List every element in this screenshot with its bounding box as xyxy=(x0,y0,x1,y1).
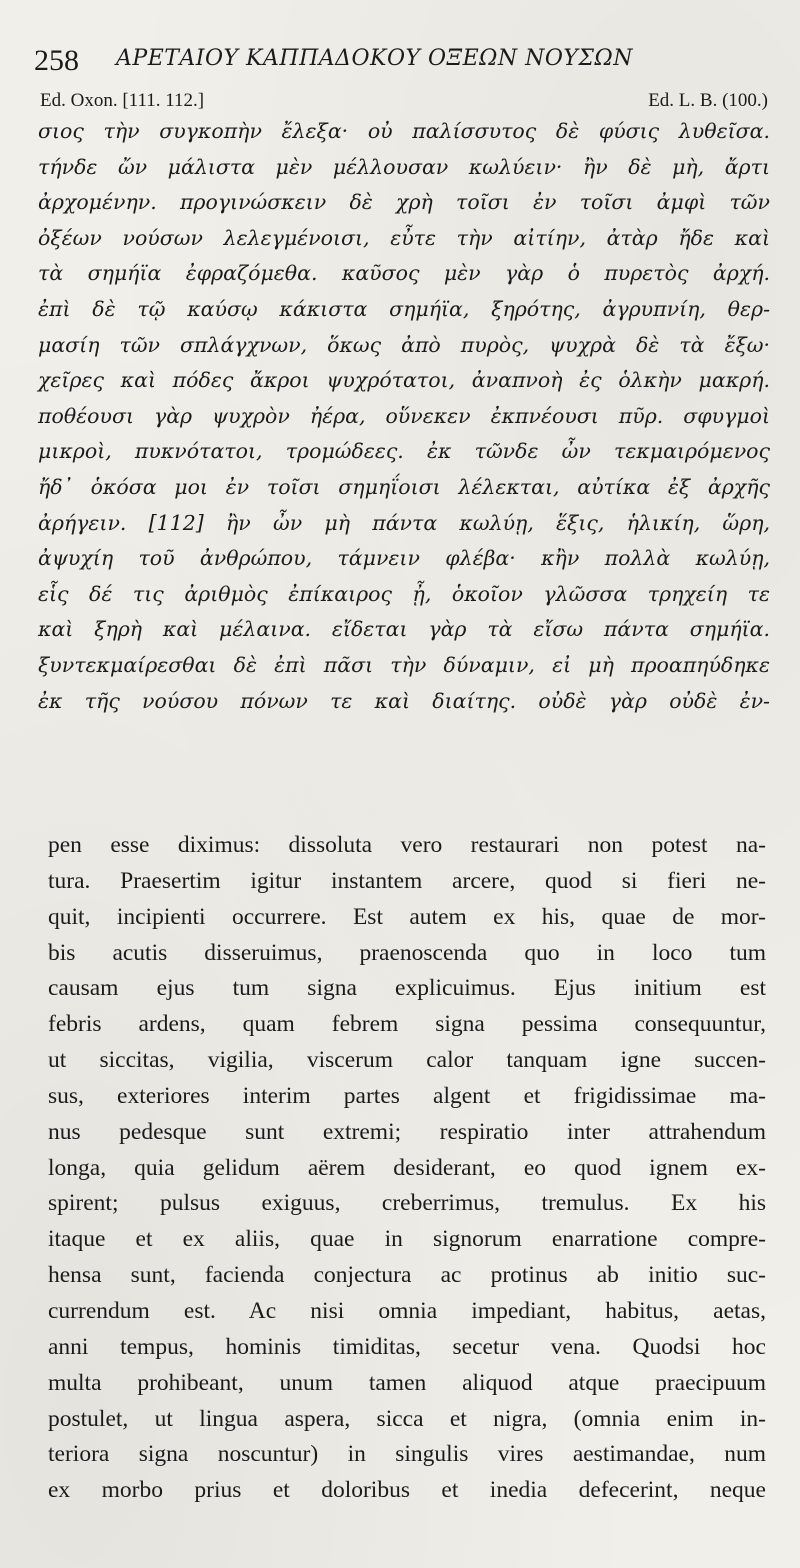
greek-line: σιος τὴν συγκοπὴν ἔλεξα· οὐ παλίσσυτος δὲ φύσις λυθεῖσα. xyxy=(38,119,770,143)
greek-line: εἷς δέ τις ἀριθμὸς ἐπίκαιρος ᾖ, ὁκοῖον γλῶσσα τρηχείη τε xyxy=(38,581,770,606)
latin-line: causam ejus tum signa explicuimus. Ejus initium est xyxy=(48,975,766,1002)
running-title: ΑΡΕΤΑΙΟΥ ΚΑΠΠΑΔΟΚΟΥ ΟΞΕΩΝ ΝΟΥΣΩΝ xyxy=(116,46,633,71)
greek-line: καὶ ξηρὴ καὶ μέλαινα. εἴδεται γὰρ τὰ εἴσω πάντα σημήϊα. xyxy=(38,617,770,642)
greek-line: ἀρήγειν. [112] ἢν ὦν μὴ πάντα κωλύῃ, ἕξις, ἡλικίη, ὥρη, xyxy=(38,510,770,535)
greek-line: ἐκ τῆς νούσου πόνων τε καὶ διαίτης. οὐδὲ γὰρ οὐδὲ ἐν- xyxy=(38,688,770,713)
edition-reference-lb: Ed. L. B. (100.) xyxy=(648,90,768,111)
greek-line: τὰ σημήϊα ἐφραζόμεθα. καῦσος μὲν γὰρ ὁ πυρετὸς ἀρχή. xyxy=(38,261,770,286)
greek-line: τήνδε ὤν μάλιστα μὲν μέλλουσαν κωλύειν· ἢν δὲ μὴ, ἄρτι xyxy=(38,154,770,179)
greek-text-block xyxy=(38,114,770,719)
latin-line: itaque et ex aliis, quae in signorum enarratione compre- xyxy=(48,1226,766,1253)
latin-line: sus, exteriores interim partes algent et frigidissimae ma- xyxy=(48,1082,766,1109)
latin-line: ut siccitas, vigilia, viscerum calor tanquam igne succen- xyxy=(48,1047,766,1074)
latin-line: pen esse diximus: dissoluta vero restaurari non potest na- xyxy=(48,832,766,858)
greek-line: μασίη τῶν σπλάγχνων, ὅκως ἀπὸ πυρὸς, ψυχρὰ δὲ τὰ ἔξω· xyxy=(38,332,770,357)
latin-line: spirent; pulsus exiguus, creberrimus, tremulus. Ex his xyxy=(48,1190,766,1217)
greek-line: ὀξέων νούσων λελεγμένοισι, εὖτε τὴν αἰτίην, ἀτὰρ ἤδε καὶ xyxy=(38,225,770,250)
latin-line: multa prohibeant, unum tamen aliquod atque praecipuum xyxy=(48,1369,766,1396)
greek-line: ἀψυχίη τοῦ ἀνθρώπου, τάμνειν φλέβα· κἢν πολλὰ κωλύῃ, xyxy=(38,546,770,571)
latin-line: ex morbo prius et doloribus et inedia defecerint, neque xyxy=(48,1477,766,1504)
edition-reference-oxon: Ed. Oxon. [111. 112.] xyxy=(40,90,205,111)
latin-line: nus pedesque sunt extremi; respiratio inter attrahendum xyxy=(48,1118,766,1145)
greek-line: ἐπὶ δὲ τῷ καύσῳ κάκιστα σημήϊα, ξηρότης, ἀγρυπνίη, θερ- xyxy=(38,296,770,321)
greek-line: χεῖρες καὶ πόδες ἄκροι ψυχρότατοι, ἀναπνοὴ ἐς ὁλκὴν μακρή. xyxy=(38,368,770,393)
latin-line: quit, incipienti occurrere. Est autem ex his, quae de mor- xyxy=(48,903,766,930)
latin-line: currendum est. Ac nisi omnia impediant, habitus, aetas, xyxy=(48,1297,766,1324)
latin-line: febris ardens, quam febrem signa pessima consequuntur, xyxy=(48,1011,766,1038)
latin-line: hensa sunt, facienda conjectura ac protinus ab initio suc- xyxy=(48,1262,766,1289)
greek-line: ξυντεκμαίρεσθαι δὲ ἐπὶ πᾶσι τὴν δύναμιν, εἰ μὴ προαπηύδηκε xyxy=(38,652,770,677)
latin-line: bis acutis disseruimus, praenoscenda quo in loco tum xyxy=(48,939,766,966)
latin-line: anni tempus, hominis timiditas, secetur vena. Quodsi hoc xyxy=(48,1333,766,1360)
greek-line: ποθέουσι γὰρ ψυχρὸν ἠέρα, οὕνεκεν ἐκπνέουσι πῦρ. σφυγμοὶ xyxy=(38,403,770,428)
latin-line: tura. Praesertim igitur instantem arcere, quod si fieri ne- xyxy=(48,867,766,894)
greek-line: ἤδ᾽ ὁκόσα μοι ἐν τοῖσι σημηΐοισι λέλεκται, αὐτίκα ἐξ ἀρχῆς xyxy=(38,474,770,499)
page-number: 258 xyxy=(34,44,79,77)
latin-text-block xyxy=(48,828,766,1509)
latin-line: postulet, ut lingua aspera, sicca et nigra, (omnia enim in- xyxy=(48,1405,766,1432)
running-head xyxy=(34,40,774,80)
greek-line: μικροὶ, πυκνότατοι, τρομώδεες. ἐκ τῶνδε ὦν τεκμαιρόμενος xyxy=(38,439,770,464)
latin-line: teriora signa noscuntur) in singulis vires aestimandae, num xyxy=(48,1441,766,1468)
greek-line: ἀρχομένην. προγινώσκειν δὲ χρὴ τοῖσι ἐν τοῖσι ἀμφὶ τῶν xyxy=(38,190,770,215)
latin-line: longa, quia gelidum aërem desiderant, eo quod ignem ex- xyxy=(48,1154,766,1181)
